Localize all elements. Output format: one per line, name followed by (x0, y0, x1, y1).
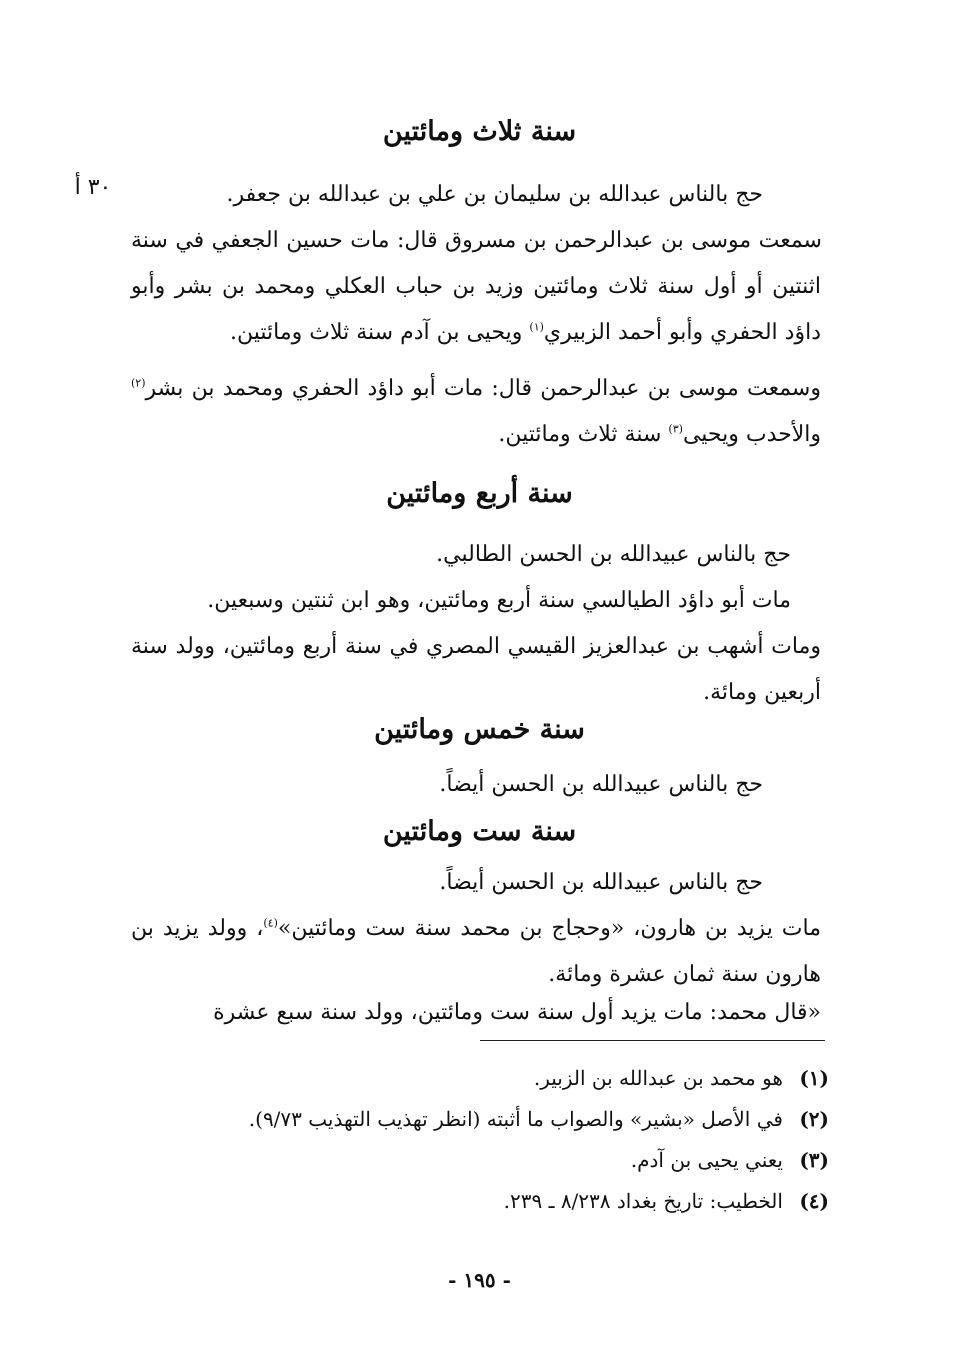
section-heading-204: سنة أربع ومائتين (386, 478, 573, 509)
footnote-item (129, 1181, 829, 1222)
paragraph-text: وسمعت موسى بن عبدالرحمن قال: مات أبو داؤد الحفري ومحمد بن بشر (145, 376, 821, 401)
footnote-mark: (٤) (263, 916, 278, 930)
footnote-text: يعني يحيى بن آدم. (630, 1148, 783, 1172)
margin-folio-note: ٣٠ أ (74, 175, 112, 200)
section-heading-205: سنة خمس ومائتين (374, 714, 585, 745)
footnote-mark: (٢) (131, 376, 146, 390)
section-heading-206: سنة ست ومائتين (382, 816, 577, 847)
footnote-number: (٢) (799, 1107, 829, 1131)
footnote-item (129, 1140, 829, 1181)
paragraph-death-yazid (131, 906, 821, 998)
footnote-text: في الأصل «بشير» والصواب ما أثبته (انظر تهذيب التهذيب ٩/٧٣). (248, 1107, 783, 1131)
paragraph-hajj-206: حج بالناس عبيدالله بن الحسن أيضاً. (439, 870, 763, 895)
footnote-item (129, 1099, 829, 1140)
paragraph-quote-muhammad: «قال محمد: مات يزيد أول سنة ست ومائتين، وولد سنة سبع عشرة (213, 1000, 821, 1025)
page-number: - ١٩٥ - (448, 1268, 511, 1292)
paragraph-text: مات يزيد بن هارون، «وحجاج بن محمد سنة ست ومائتين» (277, 916, 821, 941)
footnote-separator (480, 1040, 825, 1041)
footnote-mark: (١) (529, 320, 544, 334)
footnote-number: (٤) (799, 1189, 829, 1213)
paragraph-death-ashhab: ومات أشهب بن عبدالعزيز القيسي المصري في سنة أربع ومائتين، وولد سنة أربعين ومائة. (131, 634, 821, 705)
paragraph-text: سنة ثلاث ومائتين. (498, 422, 662, 447)
paragraph-hajj-203: حج بالناس عبدالله بن سليمان بن علي بن عبدالله بن جعفر. (226, 182, 763, 207)
footnote-number: (٣) (799, 1148, 829, 1172)
paragraph-text: ويحيى بن آدم سنة ثلاث ومائتين. (230, 320, 523, 345)
paragraph-text: والأحدب ويحيى (682, 422, 821, 447)
footnote-item (129, 1058, 829, 1099)
paragraph-text: سمعت موسى بن عبدالرحمن بن مسروق قال: مات حسين الجعفي في سنة اثنتين أو أول سنة ثلاث ومائتين وزيد بن حباب العكلي ومحمد بن بشر وأبو داؤد الحفري وأبو أحمد الزبيري (131, 228, 822, 345)
paragraph-text: ، وولد يزيد بن هارون سنة ثمان عشرة ومائة. (131, 916, 821, 987)
footnote-mark: (٣) (668, 422, 683, 436)
footnote-number: (١) (799, 1066, 829, 1090)
paragraph-hajj-205: حج بالناس عبيدالله بن الحسن أيضاً. (439, 772, 763, 797)
paragraph-deaths-203-b (131, 366, 821, 458)
section-heading-203: سنة ثلاث ومائتين (382, 116, 577, 147)
footnote-text: الخطيب: تاريخ بغداد ٨/٢٣٨ ـ ٢٣٩. (503, 1189, 783, 1213)
paragraph-deaths-203 (131, 218, 821, 356)
paragraph-death-tayalisi: مات أبو داؤد الطيالسي سنة أربع ومائتين، وهو ابن ثنتين وسبعين. (207, 588, 791, 613)
footnote-text: هو محمد بن عبدالله بن الزبير. (533, 1066, 783, 1090)
footnotes-list (129, 1058, 829, 1222)
paragraph-hajj-204: حج بالناس عبيدالله بن الحسن الطالبي. (436, 542, 791, 567)
